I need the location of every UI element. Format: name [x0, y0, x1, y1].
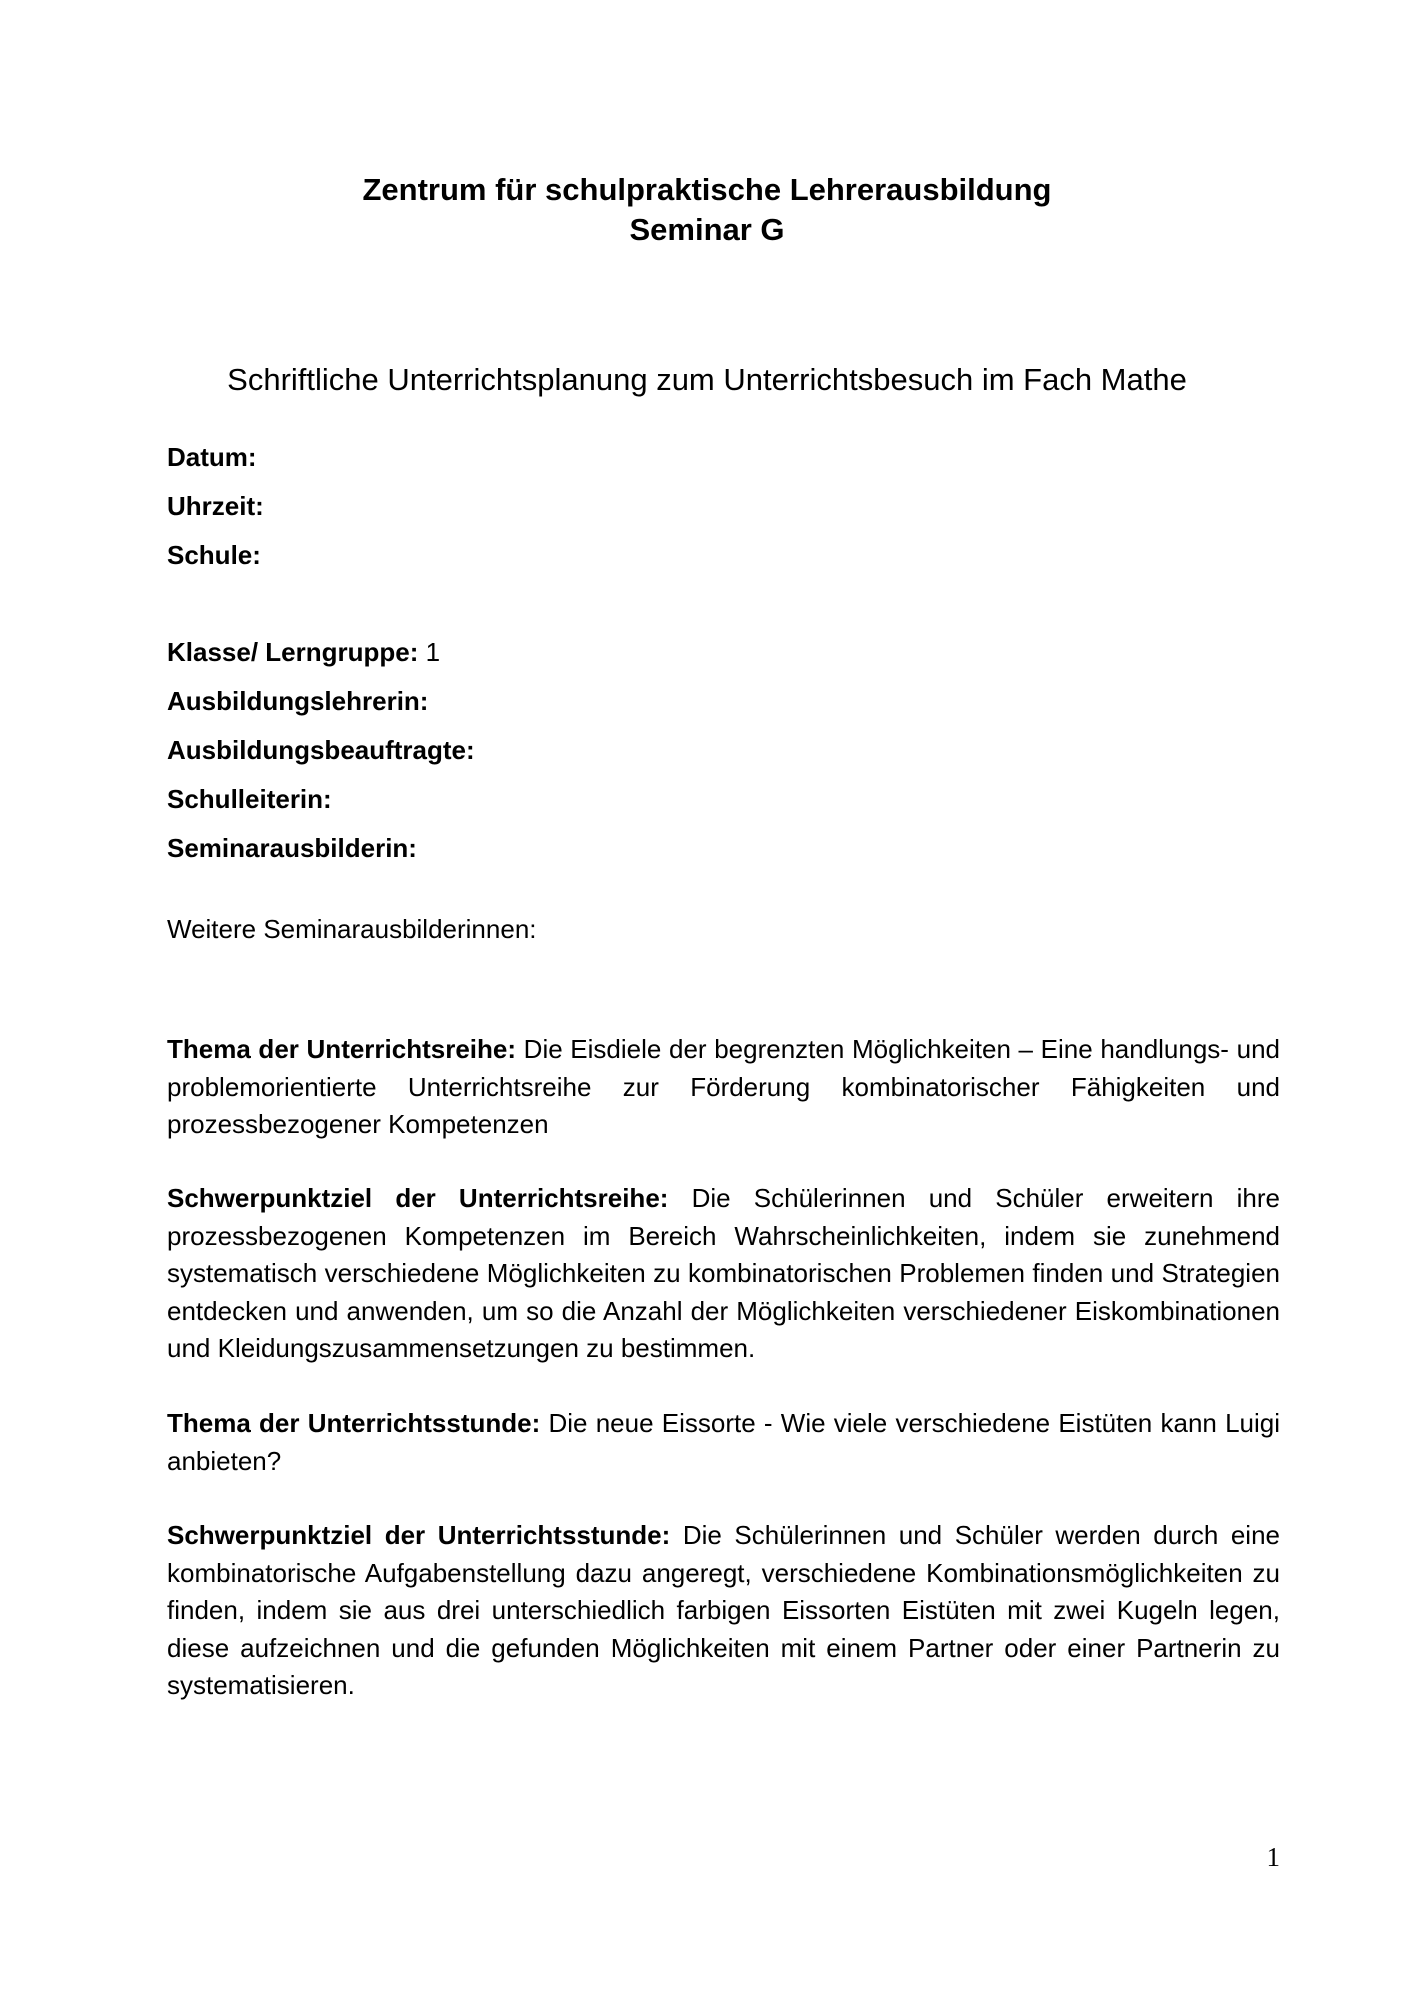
- paragraph-text: Die Schülerinnen und Schüler erweitern ihre prozessbezogenen Kompetenzen im Bereich Wahrscheinlichkeiten, indem sie zunehmend systematisch verschiedene Möglichkeiten zu kombinatorischen Problemen finden und Strategien entdecken und anwenden, um so die Anzahl der Möglichkeiten verschiedener Eiskombinationen und Kleidungszusammensetzungen zu bestimmen.: [167, 1183, 1281, 1363]
- field-seminarausbilderin: [167, 824, 1280, 873]
- field-datum: [167, 433, 1280, 482]
- paragraph-text: Die neue Eissorte - Wie viele verschiedene Eistüten kann Luigi anbieten?: [167, 1408, 1281, 1476]
- document-subtitle: Schriftliche Unterrichtsplanung zum Unterrichtsbesuch im Fach Mathe: [227, 362, 1187, 397]
- field-label: Klasse/ Lerngruppe:: [167, 637, 419, 667]
- paragraph-thema-reihe: [167, 1031, 1280, 1144]
- paragraph-label: Schwerpunktziel der Unterrichtsstunde:: [167, 1520, 671, 1550]
- paragraph-label: Thema der Unterrichtsreihe:: [167, 1034, 517, 1064]
- field-label: Uhrzeit:: [167, 491, 264, 521]
- field-schulleiterin: [167, 775, 1280, 824]
- paragraph-schwerpunktziel-reihe: [167, 1180, 1280, 1368]
- paragraph-text: Die Schülerinnen und Schüler werden durch eine kombinatorische Aufgabenstellung dazu angeregt, verschiedene Kombinationsmöglichkeiten zu finden, indem sie aus drei unterschiedlich farbigen Eissorten Eistüten mit zwei Kugeln legen, diese aufzeichnen und die gefunden Möglichkeiten mit einem Partner oder einer Partnerin zu systematisieren.: [167, 1520, 1280, 1700]
- header-seminar: Seminar G: [629, 212, 785, 247]
- field-value: 1: [418, 637, 441, 667]
- field-ausbildungsbeauftragte: [167, 726, 1280, 775]
- field-schule: [167, 531, 1280, 580]
- field-label: Schule:: [167, 540, 261, 570]
- paragraph-label: Schwerpunktziel der Unterrichtsreihe:: [167, 1183, 669, 1213]
- field-label: Seminarausbilderin:: [167, 833, 417, 863]
- field-label: Ausbildungslehrerin:: [167, 686, 429, 716]
- header-institution: Zentrum für schulpraktische Lehrerausbildung: [362, 172, 1052, 207]
- paragraph-thema-stunde: [167, 1405, 1280, 1480]
- paragraph-text: Die Eisdiele der begrenzten Möglichkeiten – Eine handlungs- und problemorientierte Unterrichtsreihe zur Förderung kombinatorischer Fähigkeiten und prozessbezogener Kompetenzen: [167, 1034, 1280, 1139]
- field-uhrzeit: [167, 482, 1280, 531]
- fields-bottom: [167, 628, 1280, 873]
- document-header: [0, 170, 1414, 250]
- field-label: Datum:: [167, 442, 257, 472]
- paragraph-schwerpunktziel-stunde: [167, 1517, 1280, 1705]
- weitere-seminarausbilderinnen: Weitere Seminarausbilderinnen:: [167, 914, 537, 944]
- field-label: Schulleiterin:: [167, 784, 332, 814]
- field-klasse: [167, 628, 1280, 677]
- page-number: 1: [1266, 1842, 1280, 1872]
- field-label: Ausbildungsbeauftragte:: [167, 735, 475, 765]
- fields-top: [167, 433, 1280, 580]
- paragraph-label: Thema der Unterrichtsstunde:: [167, 1408, 541, 1438]
- field-ausbildungslehrerin: [167, 677, 1280, 726]
